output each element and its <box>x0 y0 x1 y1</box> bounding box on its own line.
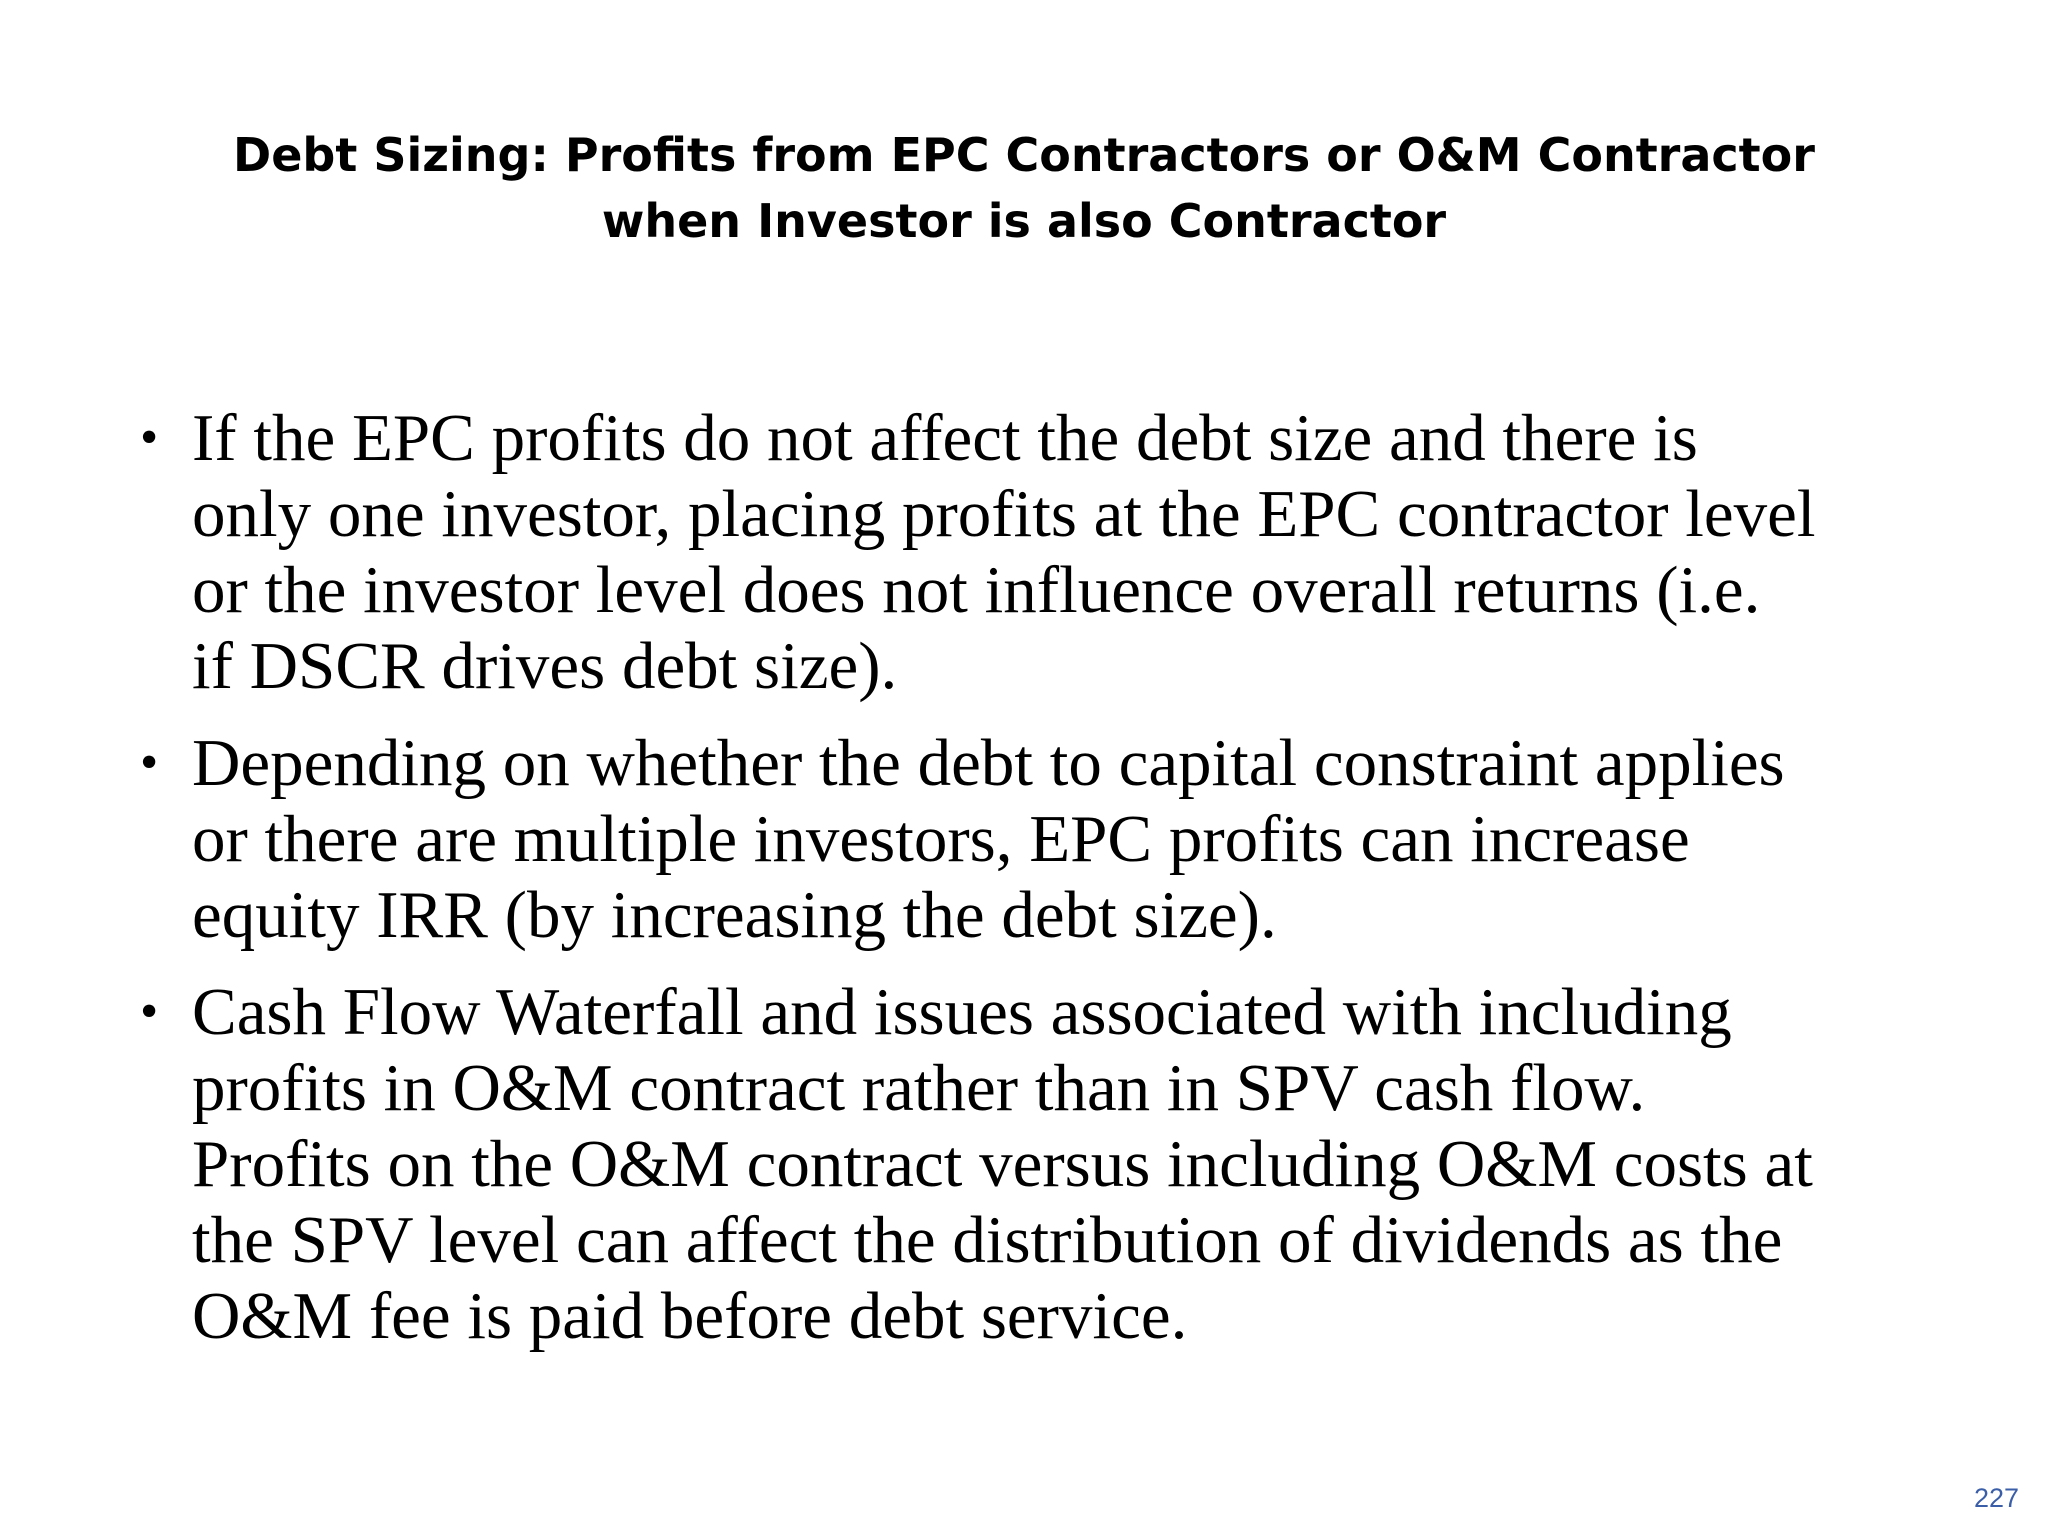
bullet-line: equity IRR (by increasing the debt size). <box>192 878 1277 952</box>
bullet-dot-icon: • <box>140 734 159 791</box>
slide-title-line-2: when Investor is also Contractor <box>601 194 1447 248</box>
bullet-line: profits in O&M contract rather than in SPV cash flow. <box>192 1051 1646 1125</box>
bullet-line: the SPV level can affect the distribution of dividends as the <box>192 1203 1783 1277</box>
bullet-line: or there are multiple investors, EPC profits can increase <box>192 802 1690 876</box>
bullet-list <box>140 400 1920 1375</box>
bullet-line: if DSCR drives debt size). <box>192 629 898 703</box>
bullet-line: Depending on whether the debt to capital constraint applies <box>192 726 1785 800</box>
bullet-line: or the investor level does not influence overall returns (i.e. <box>192 553 1761 627</box>
bullet-line: Cash Flow Waterfall and issues associated with including <box>192 975 1732 1049</box>
bullet-line: O&M fee is paid before debt service. <box>192 1279 1188 1353</box>
bullet-line: Profits on the O&M contract versus including O&M costs at <box>192 1127 1813 1201</box>
bullet-line: If the EPC profits do not affect the debt size and there is <box>192 401 1698 475</box>
bullet-item-3 <box>140 974 1920 1354</box>
bullet-item-2 <box>140 725 1920 953</box>
bullet-dot-icon: • <box>140 983 159 1040</box>
page-number: 227 <box>1973 1483 2019 1513</box>
slide-title-line-1: Debt Sizing: Profits from EPC Contractors or O&M Contractor <box>233 128 1815 182</box>
bullet-item-1 <box>140 400 1920 704</box>
bullet-line: only one investor, placing profits at the EPC contractor level <box>192 477 1816 551</box>
slide-title <box>100 122 1948 254</box>
bullet-dot-icon: • <box>140 409 159 466</box>
